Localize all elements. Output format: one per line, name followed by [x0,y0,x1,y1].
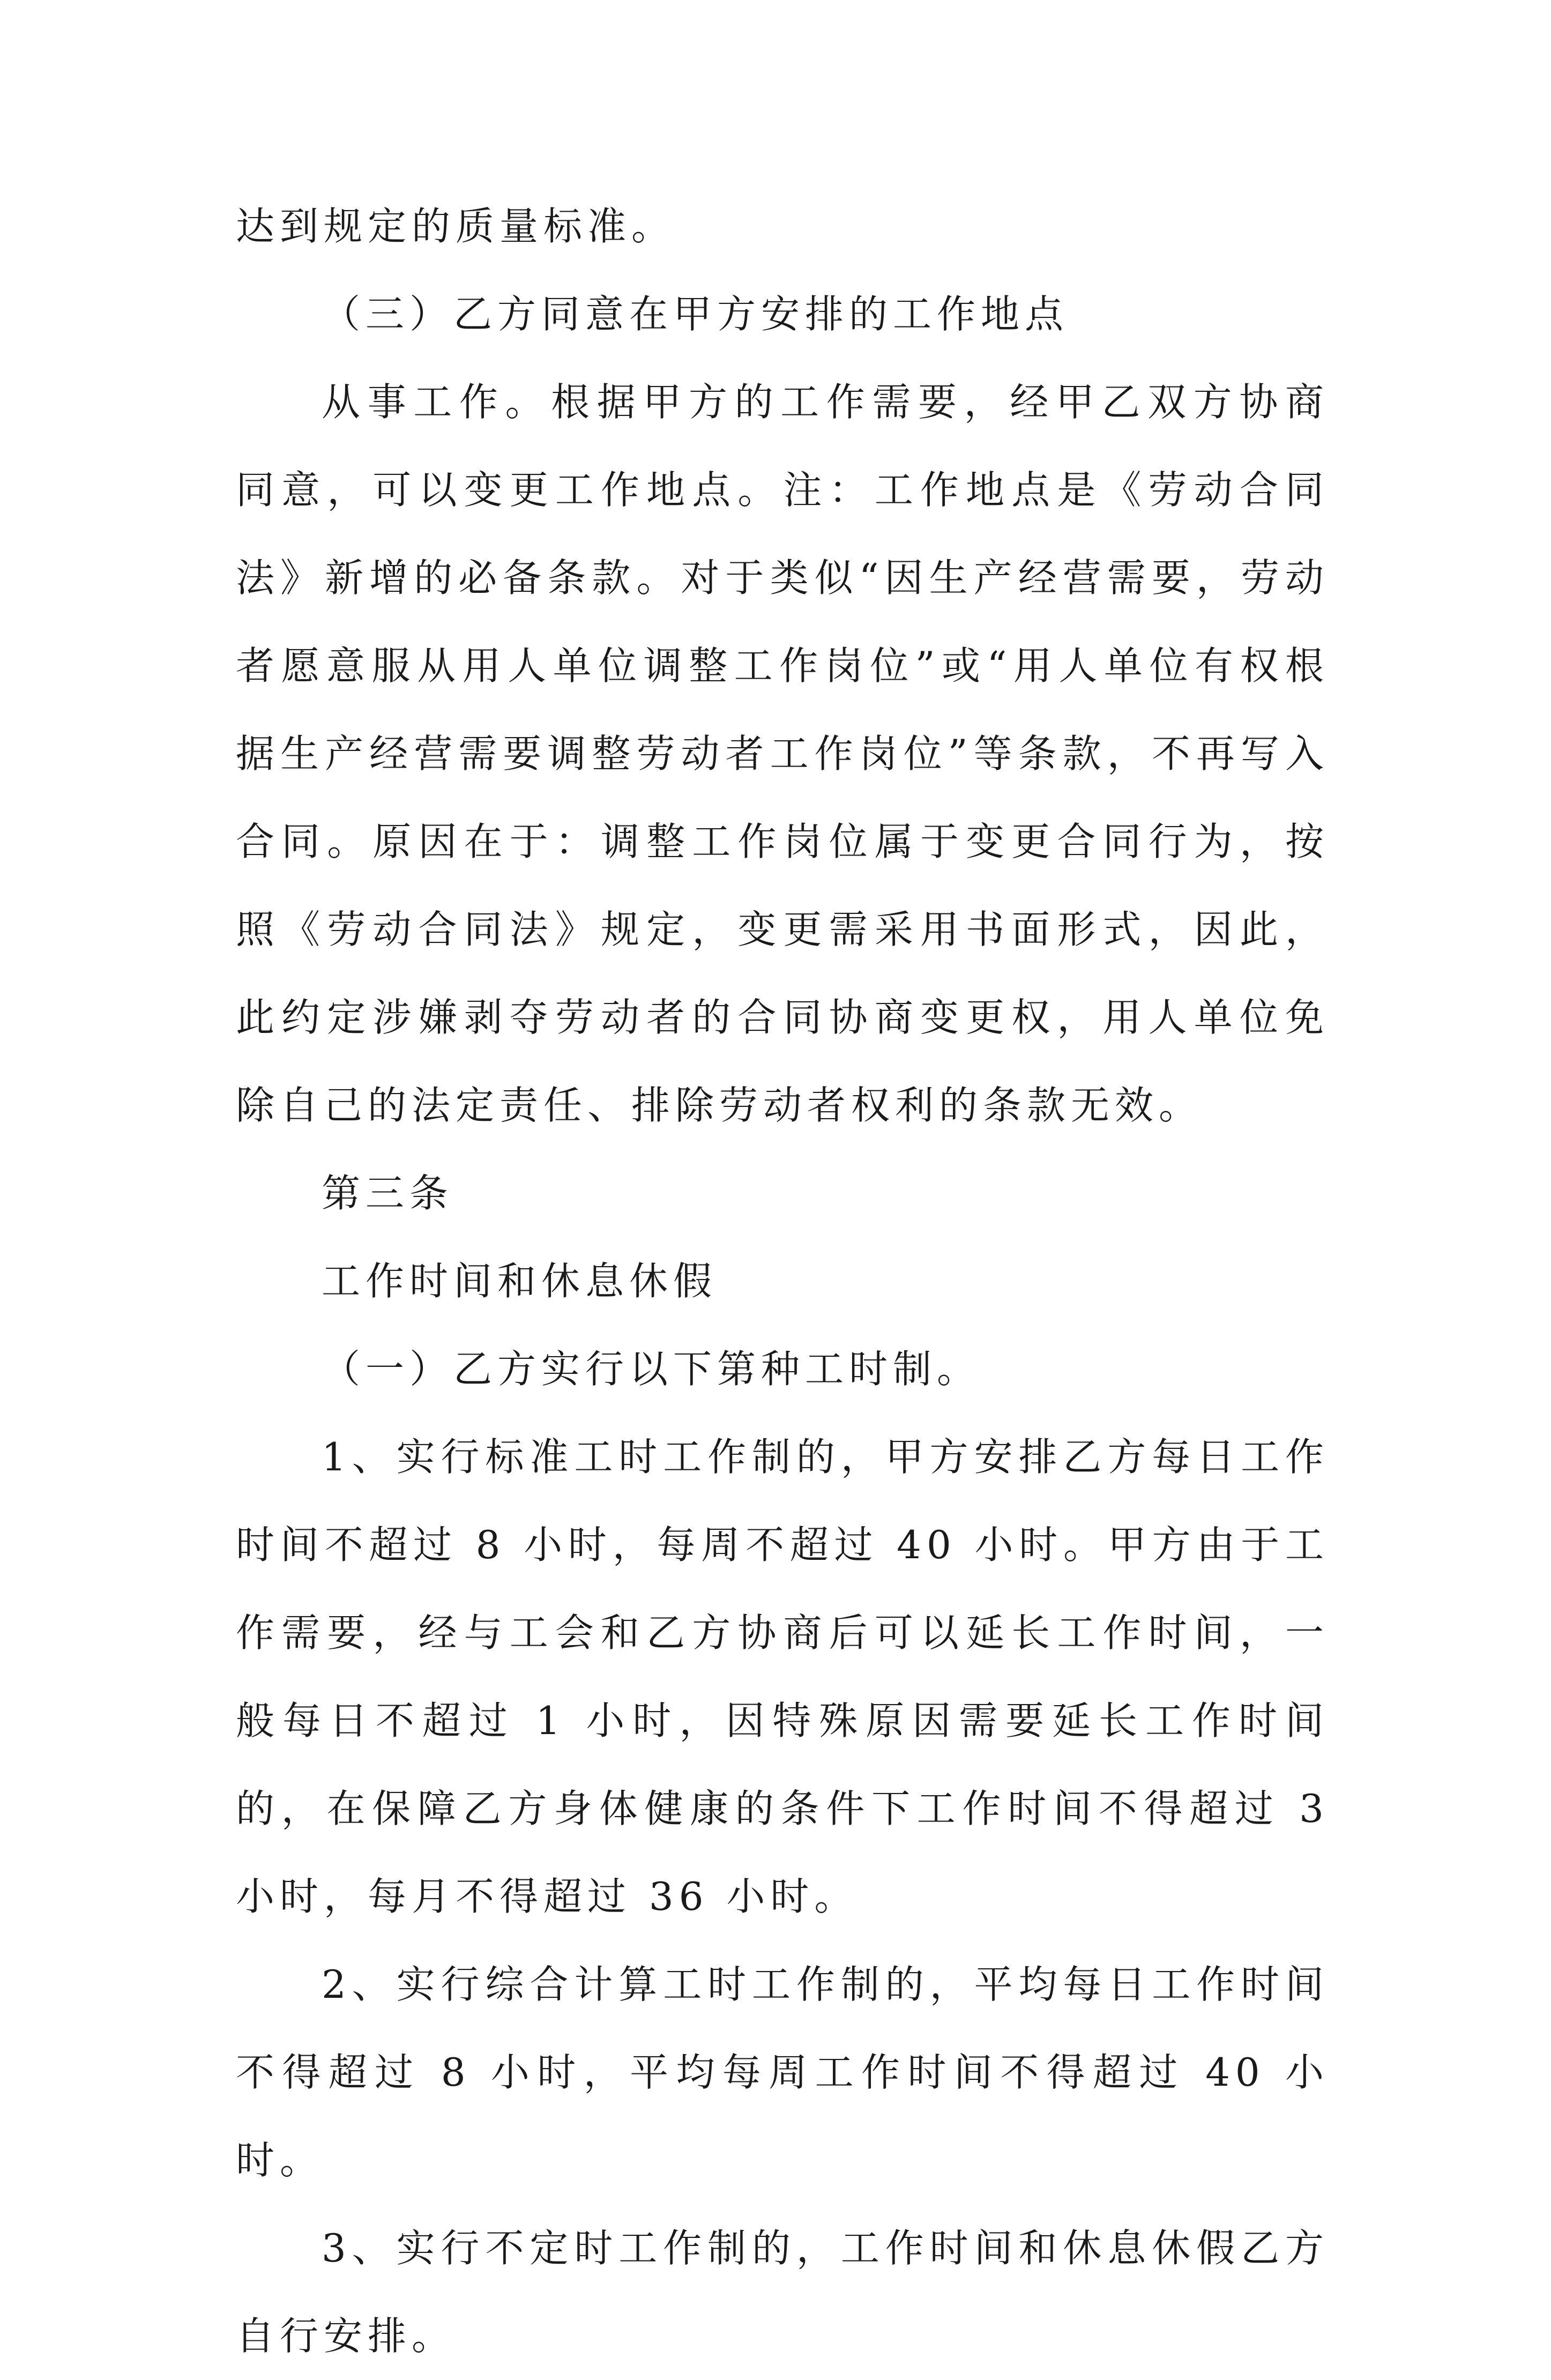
paragraph: （三）乙方同意在甲方安排的工作地点 [322,292,1069,337]
paragraph: 1、实行标准工时工作制的，甲方安排乙方每日工作时间不超过 8 小时，每周不超过 40 小时。甲方由于工作需要，经与工会和乙方协商后可以延长工作时间，一般每日不超过 1 小时，因特殊原因需要延长工作时间的，在保障乙方身体健康的条件下工作时间不得超过 3 小时，每月不得超过 36 小时。 [236,1434,1329,1919]
paragraph: 3、实行不定时工作制的，工作时间和休息休假乙方自行安排。 [236,2226,1329,2359]
paragraph: 2、实行综合计算工时工作制的，平均每日工作时间不得超过 8 小时，平均每周工作时间不得超过 40 小时。 [236,1962,1329,2183]
paragraph: 从事工作。根据甲方的工作需要，经甲乙双方协商同意，可以变更工作地点。注：工作地点是《劳动合同法》新增的必备条款。对于类似“因生产经营需要，劳动者愿意服从用人单位调整工作岗位”或“用人单位有权根据生产经营需要调整劳动者工作岗位”等条款，不再写入合同。原因在于：调整工作岗位属于变更合同行为，按照《劳动合同法》规定，变更需采用书面形式，因此，此约定涉嫌剥夺劳动者的合同协商变更权，用人单位免除自己的法定责任、排除劳动者权利的条款无效。 [236,380,1329,1128]
paragraph: 达到规定的质量标准。 [236,204,676,249]
paragraph: （一）乙方实行以下第种工时制。 [322,1347,981,1392]
document-body [236,182,1329,2380]
section-heading: 第三条 [322,1171,454,1216]
section-title: 工作时间和休息休假 [322,1259,718,1304]
